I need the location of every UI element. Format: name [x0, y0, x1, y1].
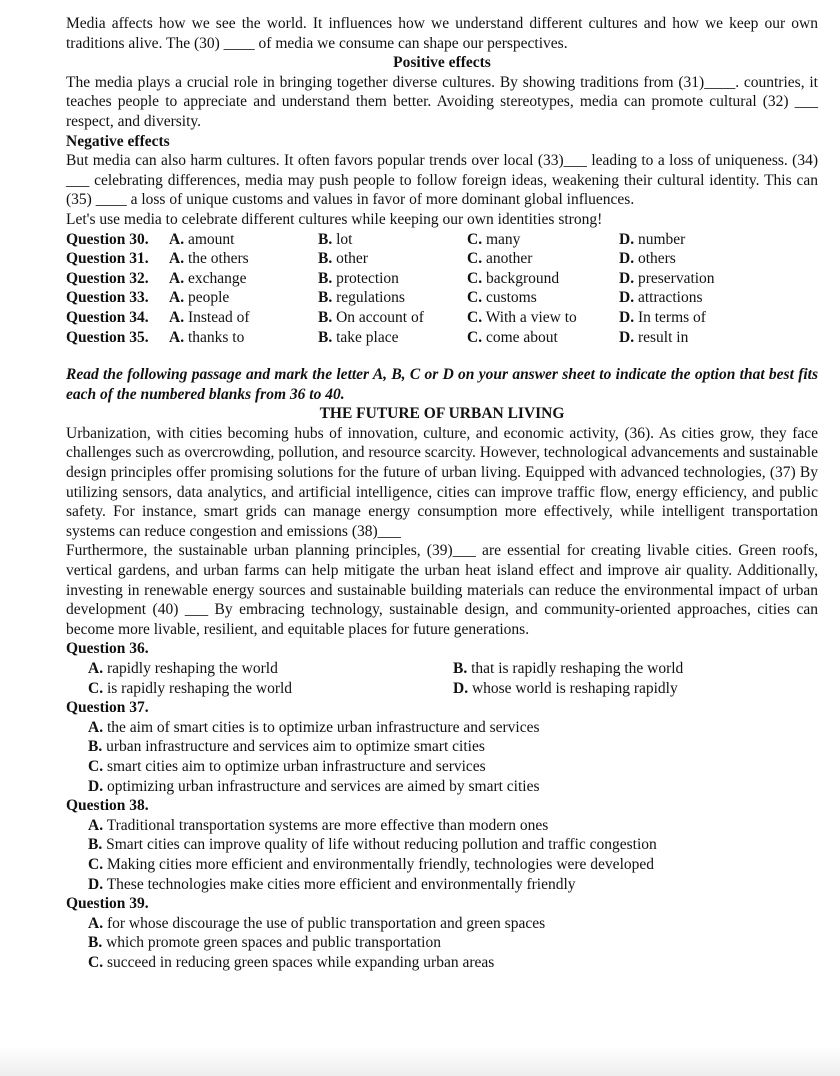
- page-bottom-shadow: [0, 1046, 840, 1076]
- instruction: Read the following passage and mark the letter A, B, C or D on your answer sheet to indicate the option that best fits each of the numbered blanks from 36 to 40.: [66, 366, 818, 403]
- option-b: B. regulations: [318, 289, 405, 307]
- option-a: A. rapidly reshaping the world: [88, 660, 278, 677]
- option-a: A. people: [169, 289, 230, 307]
- question-37-head: Question 37.: [66, 699, 149, 717]
- option-a: A. exchange: [169, 269, 247, 287]
- option-b: B. protection: [318, 269, 399, 287]
- negative-heading: Negative effects: [66, 132, 170, 150]
- option-d: D. These technologies make cities more efficient and environmentally friendly: [88, 875, 576, 893]
- option-d: D. number: [619, 230, 686, 248]
- passage1-closing: Let's use media to celebrate different cultures while keeping our own identities strong!: [66, 210, 603, 228]
- option-b: B. which promote green spaces and public transportation: [88, 934, 441, 952]
- option-a: A. for whose discourage the use of public transportation and green spaces: [88, 914, 546, 932]
- question-number: Question 32.: [66, 269, 149, 287]
- option-c: C. With a view to: [467, 308, 577, 326]
- question-number: Question 30.: [66, 230, 149, 248]
- passage2-paragraph-1: Urbanization, with cities becoming hubs of innovation, culture, and economic activity, (36). As cities grow, they face challenges such as overcrowding, pollution, and resource scarcity. However, technological advancements and sustainable design principles offer promising solutions for the future of urban living. Equipped with advanced technologies, (37) By utilizing sensors, data analytics, and artificial intelligence, cities can improve traffic flow, energy efficiency, and public safety. For instance, smart grids can manage energy consumption more effectively, while intelligent transportation systems can reduce congestion and emissions (38)___: [66, 424, 818, 540]
- option-a: A. the others: [169, 250, 249, 268]
- option-c: C. many: [467, 230, 521, 248]
- option-b: B. urban infrastructure and services aim to optimize smart cities: [88, 738, 485, 756]
- passage2-paragraph-2: Furthermore, the sustainable urban planning principles, (39)___ are essential for creating livable cities. Green roofs, vertical gardens, and urban farms can help mitigate the urban heat island effect and improve air quality. Additionally, investing in renewable energy sources and sustainable building materials can reduce the environmental impact of urban development (40) ___ By embracing technology, sustainable design, and community-oriented approaches, cities can become more livable, resilient, and equitable places for future generations.: [66, 542, 818, 638]
- option-c: C. succeed in reducing green spaces while expanding urban areas: [88, 953, 495, 971]
- question-number: Question 33.: [66, 289, 149, 307]
- option-d: D. optimizing urban infrastructure and services are aimed by smart cities: [88, 777, 540, 795]
- question-39-head: Question 39.: [66, 895, 149, 913]
- question-38-options: [66, 816, 818, 894]
- option-d: D. In terms of: [619, 308, 706, 326]
- question-number: Question 31.: [66, 250, 149, 268]
- option-c: C. come about: [467, 328, 558, 346]
- option-b: B. On account of: [318, 308, 424, 326]
- passage2-title: THE FUTURE OF URBAN LIVING: [319, 405, 565, 423]
- questions-30-35: [66, 230, 818, 348]
- option-d: D. preservation: [619, 269, 715, 287]
- question-36-head: Question 36.: [66, 640, 149, 658]
- option-b: B. Smart cities can improve quality of life without reducing pollution and traffic congestion: [88, 836, 657, 854]
- question-38-head: Question 38.: [66, 797, 149, 815]
- negative-text: But media can also harm cultures. It often favors popular trends over local (33)___ leading to a loss of uniqueness. (34) ___ celebrating differences, media may push people to follow foreign ideas, weakening their cultural identity. This can (35) ____ a loss of unique customs and values in favor of more dominant global influences.: [66, 152, 818, 209]
- question-36-options: [66, 659, 818, 698]
- option-a: A. the aim of smart cities is to optimize urban infrastructure and services: [88, 718, 540, 736]
- option-c: C. Making cities more efficient and environmentally friendly, technologies were developed: [88, 855, 655, 873]
- positive-text: The media plays a crucial role in bringing together diverse cultures. By showing traditions from (31)____. countries, it teaches people to appreciate and understand them better. Avoiding stereotypes, media can promote cultural (32) ___ respect, and diversity.: [66, 73, 818, 130]
- option-b: B. take place: [318, 328, 399, 346]
- option-d: D. others: [619, 250, 676, 268]
- option-b: B. that is rapidly reshaping the world: [453, 660, 684, 677]
- option-d: D. result in: [619, 328, 689, 346]
- option-d: D. whose world is reshaping rapidly: [453, 679, 678, 697]
- option-c: C. is rapidly reshaping the world: [88, 679, 293, 697]
- option-b: B. lot: [318, 230, 353, 248]
- option-d: D. attractions: [619, 289, 703, 307]
- question-number: Question 35.: [66, 328, 149, 346]
- option-c: C. background: [467, 269, 560, 287]
- option-c: C. smart cities aim to optimize urban infrastructure and services: [88, 757, 486, 775]
- option-a: A. amount: [169, 230, 235, 248]
- option-b: B. other: [318, 250, 368, 268]
- option-a: A. thanks to: [169, 328, 245, 346]
- option-c: C. another: [467, 250, 533, 268]
- option-c: C. customs: [467, 289, 537, 307]
- option-a: A. Instead of: [169, 308, 250, 326]
- question-39-options: [66, 914, 818, 973]
- option-a: A. Traditional transportation systems are more effective than modern ones: [88, 816, 549, 834]
- passage1-intro: Media affects how we see the world. It influences how we understand different cultures and how we keep our own traditions alive. The (30) ____ of media we consume can shape our perspectives.: [66, 15, 818, 52]
- question-number: Question 34.: [66, 308, 149, 326]
- question-37-options: [66, 718, 818, 796]
- positive-heading: Positive effects: [393, 54, 491, 72]
